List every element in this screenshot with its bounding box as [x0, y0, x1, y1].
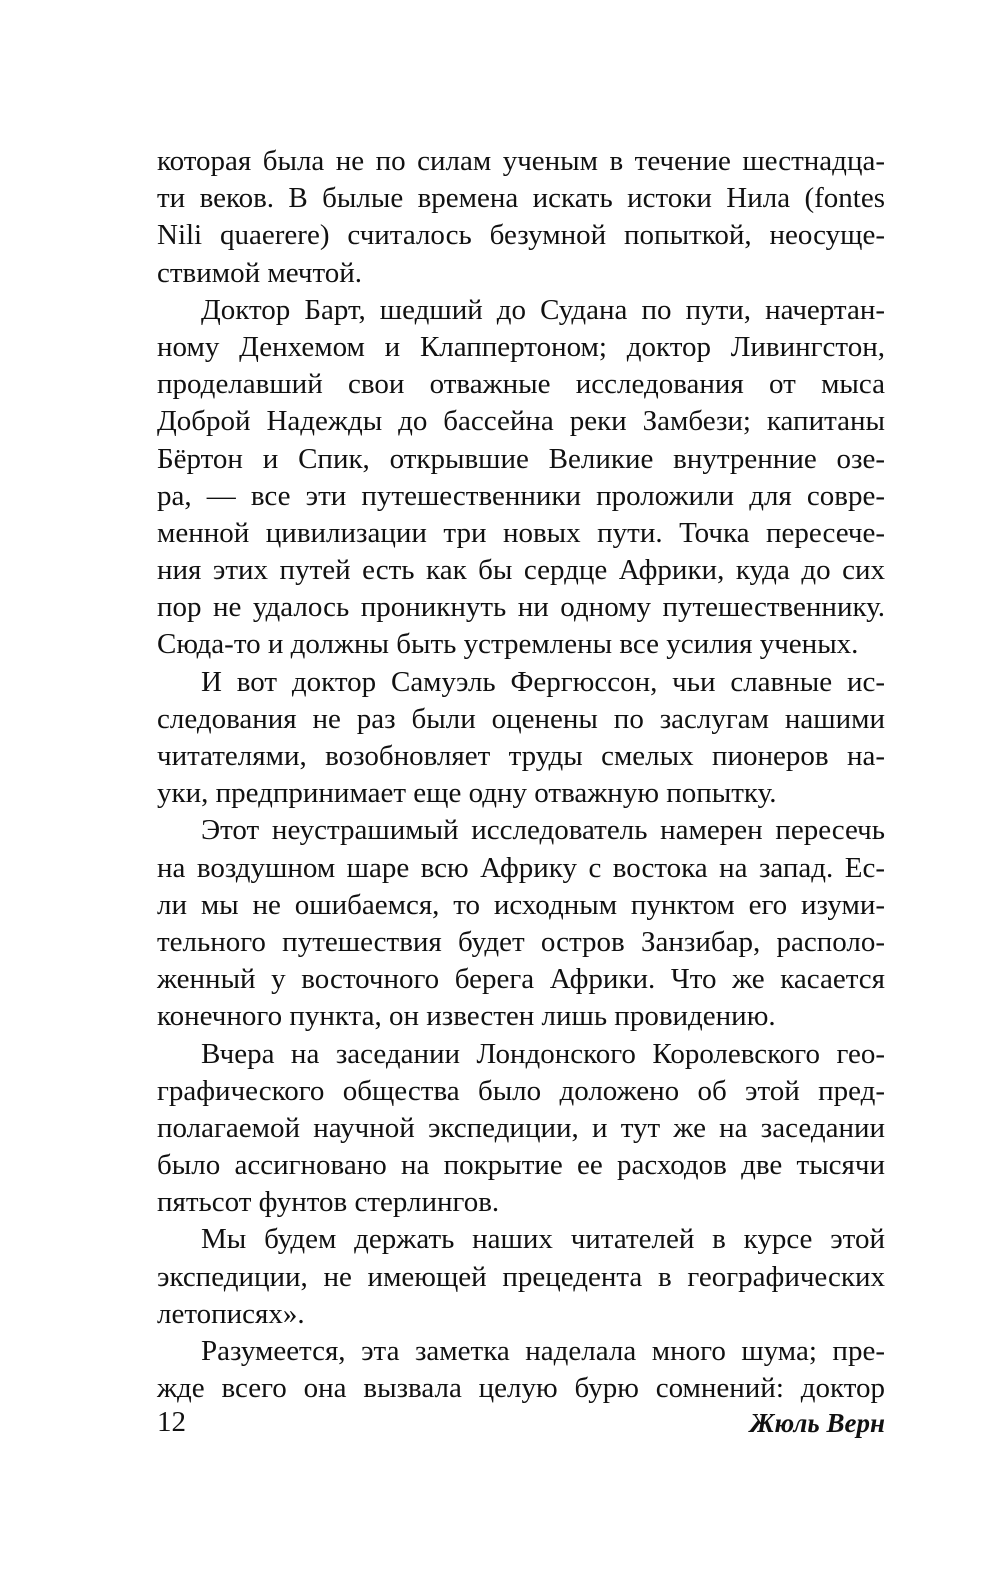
text-line: на воздушном шаре всю Африку с востока на запад. Ес-	[157, 851, 885, 884]
text-line: пятьсот фунтов стерлингов.	[157, 1186, 500, 1219]
text-line: читателями, возобновляет труды смелых пионеров на-	[157, 740, 885, 772]
text-line: Доброй Надежды до бассейна реки Замбези; капитаны	[157, 405, 885, 438]
text-line: пор не удалось проникнуть ни одному путешественнику.	[157, 591, 885, 624]
text-line: уки, предпринимает еще одну отважную попытку.	[157, 777, 777, 810]
text-line: ния этих путей есть как бы сердце Африки, куда до сих	[157, 554, 885, 587]
text-line: ному Денхемом и Клаппертоном; доктор Ливингстон,	[157, 330, 885, 363]
paragraph	[157, 1221, 885, 1333]
text-line: ли мы не ошибаемся, то исходным пунктом его изуми-	[157, 888, 885, 921]
text-line: следования не раз были оценены по заслугам нашими	[157, 702, 885, 735]
text-line: было ассигновано на покрытие ее расходов две тысячи	[157, 1149, 885, 1182]
text-line: полагаемой научной экспедиции, и тут же на заседании	[157, 1111, 885, 1144]
page-number: 12	[157, 1406, 186, 1438]
text-line: Nili quaerere) считалось безумной попыткой, неосуще-	[157, 219, 885, 252]
text-line: конечного пункта, он известен лишь провидению.	[157, 1000, 776, 1033]
running-author: Жюль Верн	[749, 1408, 885, 1438]
paragraph	[157, 1333, 885, 1407]
text-line: которая была не по силам ученым в течение шестнадца-	[157, 145, 885, 177]
text-line: женный у восточного берега Африки. Что же касается	[157, 963, 885, 996]
text-line: летописях».	[157, 1297, 305, 1330]
paragraph	[157, 1036, 885, 1222]
paragraph	[157, 143, 885, 292]
body-text	[157, 143, 885, 1407]
text-line: Вчера на заседании Лондонского Королевского гео-	[201, 1037, 885, 1070]
text-line: графического общества было доложено об этой пред-	[157, 1074, 885, 1107]
text-line: экспедиции, не имеющей прецедента в географических	[157, 1260, 885, 1293]
text-line: тельного путешествия будет остров Занзибар, располо-	[157, 925, 885, 958]
text-line: Бёртон и Спик, открывшие Великие внутренние озе-	[157, 442, 885, 475]
paragraph	[157, 292, 885, 664]
page-footer	[157, 1406, 885, 1446]
text-line: ти веков. В былые времена искать истоки Нила (fontes	[157, 182, 885, 215]
text-line: Доктор Барт, шедший до Судана по пути, начертан-	[201, 293, 885, 326]
text-line: Этот неустрашимый исследователь намерен пересечь	[201, 814, 885, 847]
paragraph	[157, 812, 885, 1035]
paragraph	[157, 664, 885, 813]
text-line: Мы будем держать наших читателей в курсе этой	[201, 1223, 885, 1256]
text-line: ствимой мечтой.	[157, 256, 363, 289]
text-line: Разумеется, эта заметка наделала много шума; пре-	[201, 1335, 885, 1367]
text-line: Сюда-то и должны быть устремлены все усилия ученых.	[157, 628, 859, 661]
text-line: И вот доктор Самуэль Фергюссон, чьи славные ис-	[201, 665, 885, 698]
text-line: менной цивилизации три новых пути. Точка пересече-	[157, 516, 885, 549]
text-line: жде всего она вызвала целую бурю сомнений: доктор	[157, 1372, 885, 1405]
text-line: ра, — все эти путешественники проложили для совре-	[157, 479, 885, 512]
text-line: проделавший свои отважные исследования от мыса	[157, 368, 885, 401]
